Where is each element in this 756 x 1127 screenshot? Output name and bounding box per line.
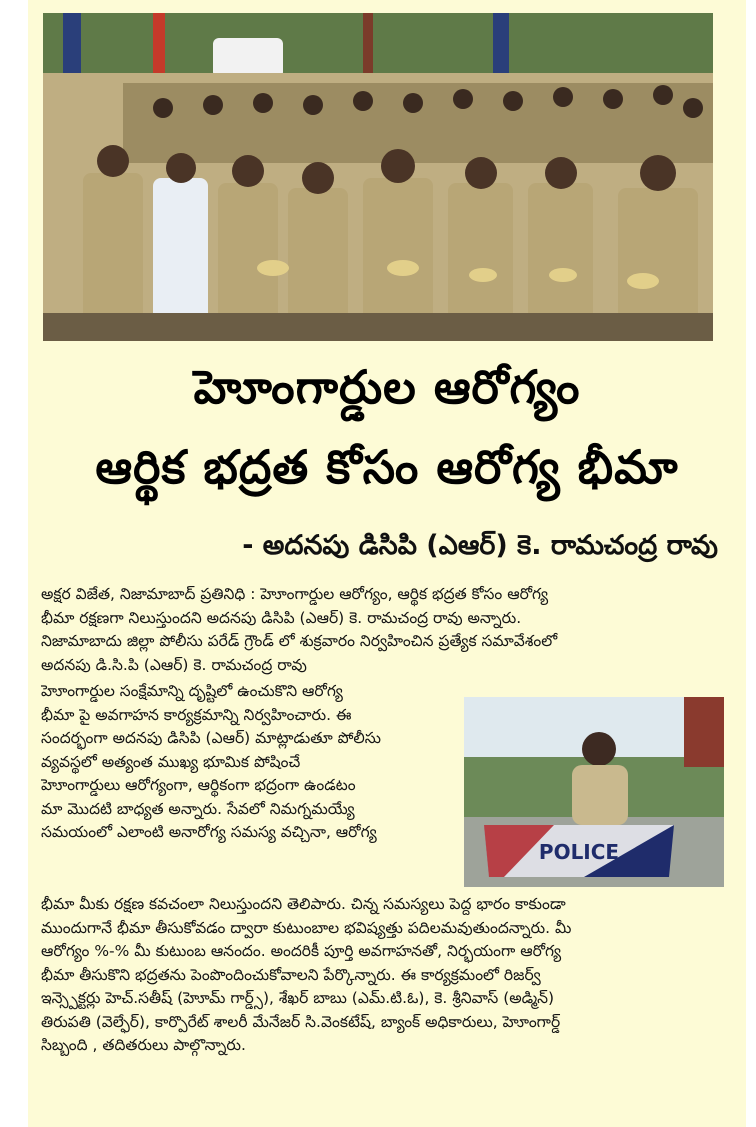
article-line: ఇన్స్పెక్టర్లు హెచ్.సతీష్ (హెూమ్ గార్డ్స్), శేఖర్ బాబు (ఎమ్.టి.ఓ), కె. శ్రీనివాస్ (అడ్మిన్) (41, 989, 555, 1007)
article-line: ఆరోగ్యం %-% మీ కుటుంబ ఆనందం. అందరికీ పూర్తి అవగాహనతో, నిర్భయంగా ఆరోగ్య (41, 942, 562, 960)
article-line: సిబ్బంది , తదితరులు పాల్గొన్నారు. (41, 1036, 246, 1054)
article-line: భీమా పై అవగాహన కార్యక్రమాన్ని నిర్వహించారు. ఈ (41, 705, 352, 724)
headline-line-2: ఆర్థిక భద్రత కోసం ఆరోగ్య భీమా (95, 440, 679, 494)
home-guards-meeting-photo (43, 13, 713, 341)
article-line: మా మొదటి బాధ్యత అన్నారు. సేవలో నిమగ్నమయ్యే (41, 799, 355, 818)
article-line: హెూంగార్డుల సంక్షేమాన్ని దృష్టిలో ఉంచుకొని ఆరోగ్య (41, 682, 343, 700)
byline: - అదనపు డిసిపి (ఎఆర్) కె. రామచంద్ర రావు (242, 530, 718, 561)
article-line: హెూంగార్డులు ఆరోగ్యంగా, ఆర్థికంగా భద్రంగా ఉండటం (41, 776, 356, 794)
officer-speaking-photo (464, 697, 724, 887)
article-line: వ్యవస్థలో అత్యంత ముఖ్య భూమిక పోషించే (41, 752, 301, 771)
article-line: అదనపు డి.సి.పి (ఎఆర్) కె. రామచంద్ర రావు (41, 655, 307, 674)
article-body-narrow (41, 680, 473, 845)
article-line: సందర్భంగా అదనపు డిసిపి (ఎఆర్) మాట్లాడుతూ పోలీసు (41, 729, 382, 747)
article-line: తిరుపతి (వెల్ఫేర్), కార్పొరేట్ శాలరీ మేనేజర్ సి.వెంకటేష్, బ్యాంక్ అధికారులు, హెూంగార్డ్ (41, 1012, 561, 1031)
article-closing (41, 893, 721, 1058)
article-intro (41, 583, 721, 677)
article-line: భీమా మీకు రక్షణ కవచంలా నిలుస్తుందని తెలిపారు. చిన్న సమస్యలు పెద్ద భారం కాకుండా (41, 895, 566, 913)
article-line: అక్షర విజేత, నిజామాబాద్ ప్రతినిధి : హెూంగార్డుల ఆరోగ్యం, ఆర్థిక భద్రత కోసం ఆరోగ్య (41, 585, 549, 603)
article-line: నిజామాబాదు జిల్లా పోలీసు పరేడ్ గ్రౌండ్ లో శుక్రవారం నిర్వహించిన ప్రత్యేక సమావేశంలో (41, 632, 558, 650)
article-line: భీమా రక్షణగా నిలుస్తుందని అదనపు డిసిపి (ఎఆర్) కె. రామచంద్ర రావు అన్నారు. (41, 608, 522, 627)
article-line: భీమా తీసుకొని భద్రతను పెంపొందించుకోవాలని పేర్కొన్నారు. ఈ కార్యక్రమంలో రిజర్వ్ (41, 965, 541, 984)
article-line: సమయంలో ఎలాంటి అనారోగ్య సమస్య వచ్చినా, ఆరోగ్య (41, 823, 377, 841)
headline-line-1: హెూంగార్డుల ఆరోగ్యం (193, 360, 581, 414)
podium-label: POLICE (538, 840, 620, 864)
article-line: ముందుగానే భీమా తీసుకోవడం ద్వారా కుటుంబాల భవిష్యత్తు పదిలమవుతుందన్నారు. మీ (41, 918, 572, 937)
